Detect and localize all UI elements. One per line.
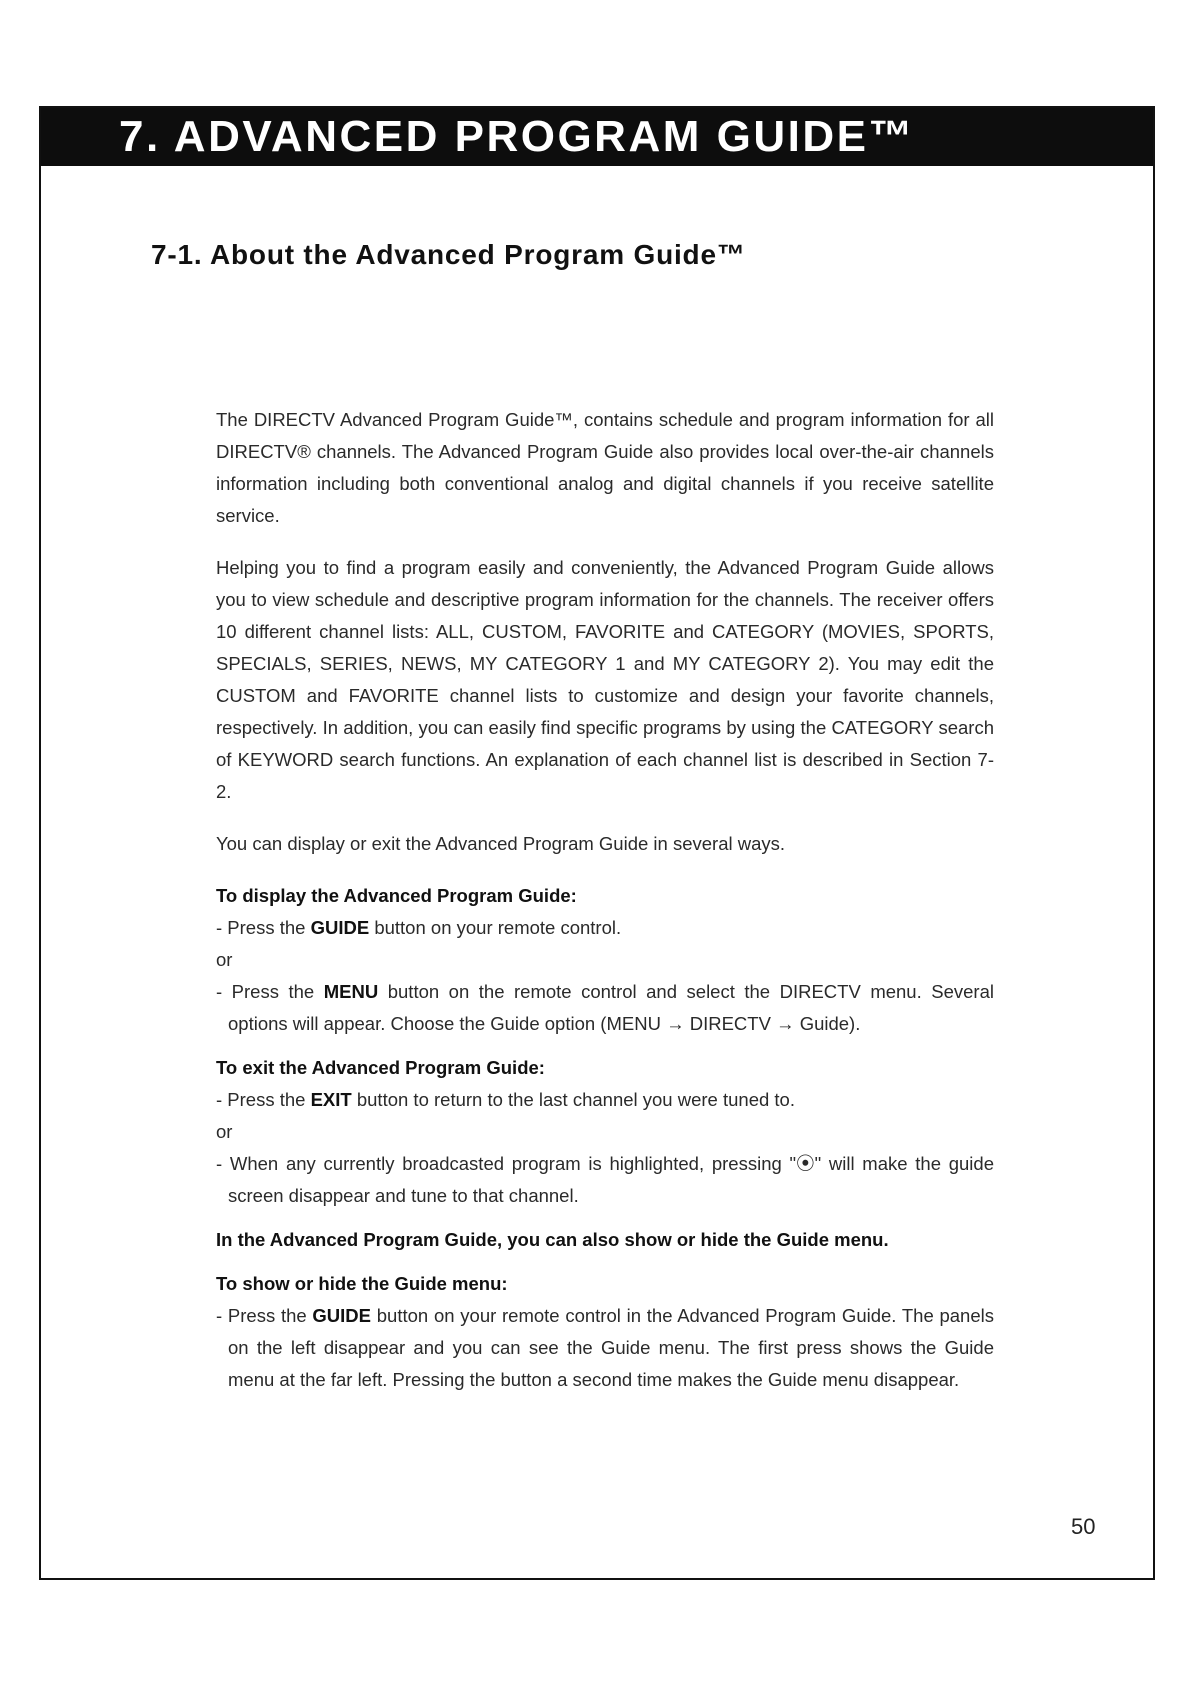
exit-button-label: EXIT [310, 1089, 352, 1110]
intro-paragraph: The DIRECTV Advanced Program Guide™, contains schedule and program information for all DIRECTV® channels. The Advanced Program Guide also provides local over-the-air channels information including both conventional analog and digital channels if you receive satellite service. [216, 409, 994, 526]
step-text: button on your remote control in the Advanced Program Guide. The panels on the left disappear and you can see the Guide menu. The first press shows the Guide menu at the far left. Pressing the button a second time makes the Guide menu disappear. [228, 1305, 994, 1390]
step-text: button on your remote control. [369, 917, 622, 938]
or-separator: or [216, 949, 233, 970]
chapter-header-bar [41, 108, 1153, 166]
section-title: 7-1. About the Advanced Program Guide™ [151, 239, 746, 270]
step-text: - Press the [216, 981, 324, 1002]
exit-step-select: - When any currently broadcasted program is highlighted, pressing "⦿" will make the guide screen disappear and tune to that channel. [216, 1153, 994, 1206]
guide-button-label: GUIDE [312, 1305, 372, 1326]
step-text: - Press the [216, 1089, 311, 1110]
exit-step-exit [216, 1084, 994, 1116]
showhide-step-guide [216, 1300, 994, 1396]
chapter-title: 7. ADVANCED PROGRAM GUIDE™ [119, 112, 915, 161]
channel-lists-paragraph: Helping you to find a program easily and conveniently, the Advanced Program Guide allows you to view schedule and descriptive program information for the channels. The receiver offers 10 different channel lists: ALL, CUSTOM, FAVORITE and CATEGORY (MOVIES, SPORTS, SPECIALS, SERIES, NEWS, MY CATEGORY 1 and MY CATEGORY 2). You may edit the CUSTOM and FAVORITE channel lists to customize and design your favorite channels, respectively. In addition, you can easily find specific programs by using the CATEGORY search of KEYWORD search functions. An explanation of each channel list is described in Section 7-2. [216, 557, 994, 802]
or-separator: or [216, 1121, 233, 1142]
step-text: - Press the [216, 917, 311, 938]
step-text: button to return to the last channel you were tuned to. [351, 1089, 795, 1110]
display-heading: To display the Advanced Program Guide: [216, 885, 577, 906]
ways-paragraph: You can display or exit the Advanced Program Guide in several ways. [216, 833, 786, 854]
guide-button-label: GUIDE [310, 917, 370, 938]
page-frame [39, 106, 1155, 1580]
showhide-heading: To show or hide the Guide menu: [216, 1273, 508, 1294]
page-number: 50 [1071, 1514, 1096, 1539]
body-content [216, 404, 994, 1396]
step-text: - Press the [216, 1305, 313, 1326]
display-step-menu [216, 976, 994, 1040]
menu-button-label: MENU [323, 981, 379, 1002]
exit-heading: To exit the Advanced Program Guide: [216, 1057, 545, 1078]
guide-menu-note: In the Advanced Program Guide, you can also show or hide the Guide menu. [216, 1229, 889, 1250]
display-step-guide [216, 912, 994, 944]
step-text: button on the remote control and select the DIRECTV menu. Several options will appear. Choose the Guide option (MENU → DIRECTV → Guide). [228, 981, 994, 1034]
